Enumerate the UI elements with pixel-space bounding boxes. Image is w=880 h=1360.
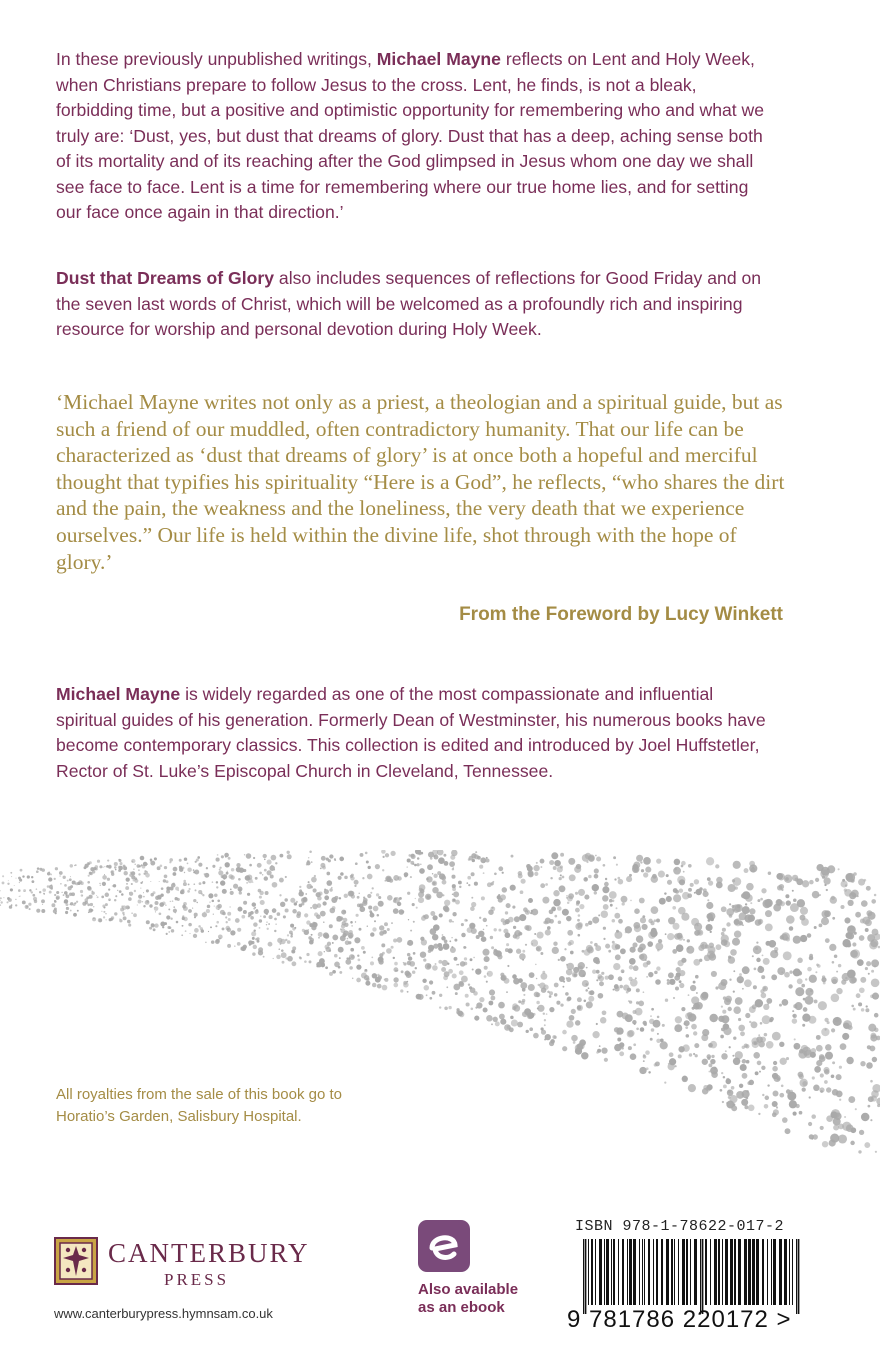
barcode-digits: 9 781786 220172 > [567, 1306, 792, 1333]
author-name-bold: Michael Mayne [376, 49, 501, 69]
dust-speckle-decoration [0, 850, 880, 1210]
ebook-availability [418, 1281, 558, 1317]
publisher-logo-block [54, 1237, 374, 1297]
isbn-number: ISBN 978-1-78622-017-2 [575, 1218, 785, 1235]
royalties-note: All royalties from the sale of this book go to Horatio’s Garden, Salisbury Hospital. [56, 1086, 342, 1125]
contents-paragraph [56, 266, 776, 343]
isbn-barcode-block [567, 1214, 817, 1339]
intro-paragraph [56, 47, 776, 226]
barcode [567, 1239, 817, 1314]
quote-attribution: From the Foreword by Lucy Winkett [459, 604, 783, 625]
canterbury-cross-icon [54, 1237, 98, 1285]
publisher-name: CANTERBURY [108, 1238, 310, 1268]
foreword-quote: ‘Michael Mayne writes not only as a priest, a theologian and a spiritual guide, but as such a friend of our muddled, often contradictory humanity. That our life can be characterized as ‘dust that dreams of glory’ is at once both a hopeful and merciful thought that typifies his spirituality “Here is a God”, he reflects, “who shares the dirt and the pain, the weakness and the loneliness, the very death that we experience ourselves.” Our life is held within the divine life, shot through with the hope of glory.’ [56, 390, 785, 574]
book-title-bold: Dust that Dreams of Glory [56, 268, 275, 288]
intro-text-1: In these previously unpublished writings, [56, 49, 377, 69]
ebook-line-1: Also available [418, 1281, 519, 1298]
contents-text: also includes sequences of reflections for Good Friday and on the seven last words of Christ, which will be welcomed as a profoundly rich and inspiring resource for worship and personal devotion during Holy Week. [56, 268, 762, 339]
author-bio-paragraph [56, 682, 776, 784]
publisher-url: www.canterburypress.hymnsam.co.uk [54, 1306, 273, 1321]
publisher-subname: PRESS [164, 1270, 230, 1289]
ebook-icon [418, 1220, 470, 1272]
author-bio-text: is widely regarded as one of the most compassionate and influential spiritual guides of his generation. Formerly Dean of Westminster, his numerous books have become contemporary classics. This collection is edited and introduced by Joel Huffstetler, Rector of St. Luke’s Episcopal Church in Cleveland, Tennessee. [56, 684, 766, 781]
ebook-line-2: as an ebook [418, 1299, 505, 1316]
author-name-bold-bio: Michael Mayne [56, 684, 181, 704]
intro-text-2: reflects on Lent and Holy Week, when Christians prepare to follow Jesus to the cross. Lent, he finds, is not a bleak, forbidding time, but a positive and optimistic opportunity for remembering who and what we truly are: ‘Dust, yes, but dust that dreams of glory. Dust that has a deep, aching sense both of its mortality and of its reaching after the God glimpsed in Jesus whom one day we shall see face to face. Lent is a time for remembering where our true home lies, and for setting our face once again in that direction.’ [56, 49, 765, 222]
